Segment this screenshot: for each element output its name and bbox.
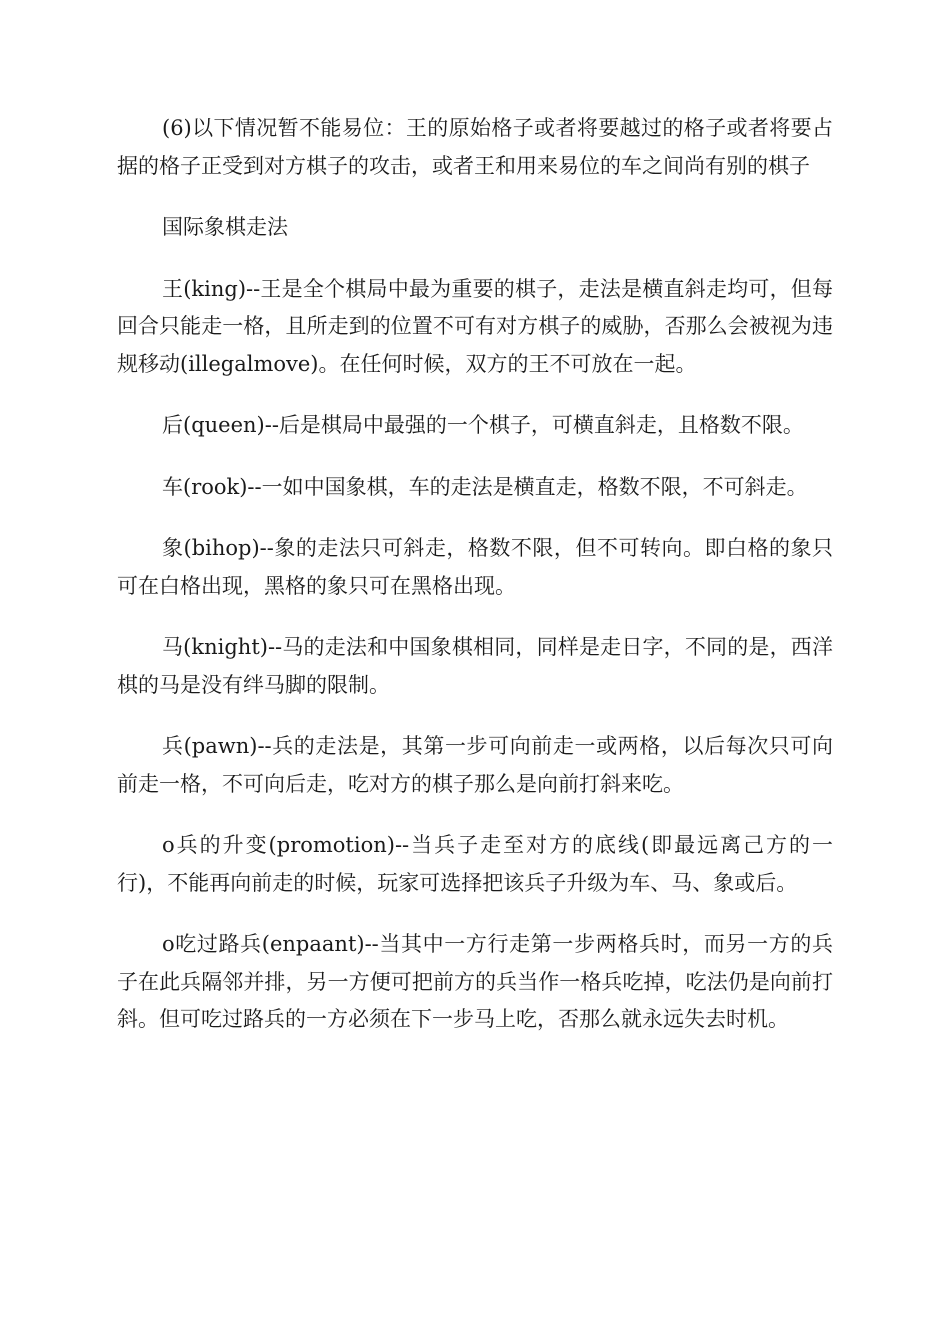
paragraph-bishop: 象(bihop)--象的走法只可斜走，格数不限，但不可转向。即白格的象只可在白格出现，黑格的象只可在黑格出现。 [117,536,833,598]
paragraph-queen: 后(queen)--后是棋局中最强的一个棋子，可横直斜走，且格数不限。 [162,413,804,437]
section-heading-chess-moves: 国际象棋走法 [162,215,288,239]
paragraph-knight: 马(knight)--马的走法和中国象棋相同，同样是走日字，不同的是，西洋棋的马是没有绊马脚的限制。 [117,635,833,697]
paragraph-rook: 车(rook)--一如中国象棋，车的走法是横直走，格数不限，不可斜走。 [162,474,808,499]
paragraph-pawn: 兵(pawn)--兵的走法是，其第一步可向前走一或两格，以后每次只可向前走一格，不可向后走，吃对方的棋子那么是向前打斜来吃。 [117,734,833,796]
paragraph-en-passant: o吃过路兵(enpaant)--当其中一方行走第一步两格兵时，而另一方的兵子在此兵隔邻并排，另一方便可把前方的兵当作一格兵吃掉，吃法仍是向前打斜。但可吃过路兵的一方必须在下一步马上吃，否那么就永远失去时机。 [117,932,833,1031]
paragraph-pawn-promotion: o兵的升变(promotion)--当兵子走至对方的底线(即最远离己方的一行)，不能再向前走的时候，玩家可选择把该兵子升级为车、马、象或后。 [117,833,833,895]
paragraph-king: 王(king)--王是全个棋局中最为重要的棋子，走法是横直斜走均可，但每回合只能走一格，且所走到的位置不可有对方棋子的威胁，否那么会被视为违规移动(illegalmove)。在任何时候，双方的王不可放在一起。 [117,276,833,376]
paragraph-castling-restriction: (6)以下情况暂不能易位：王的原始格子或者将要越过的格子或者将要占据的格子正受到对方棋子的攻击，或者王和用来易位的车之间尚有别的棋子 [117,116,833,178]
document-body [117,110,833,1063]
